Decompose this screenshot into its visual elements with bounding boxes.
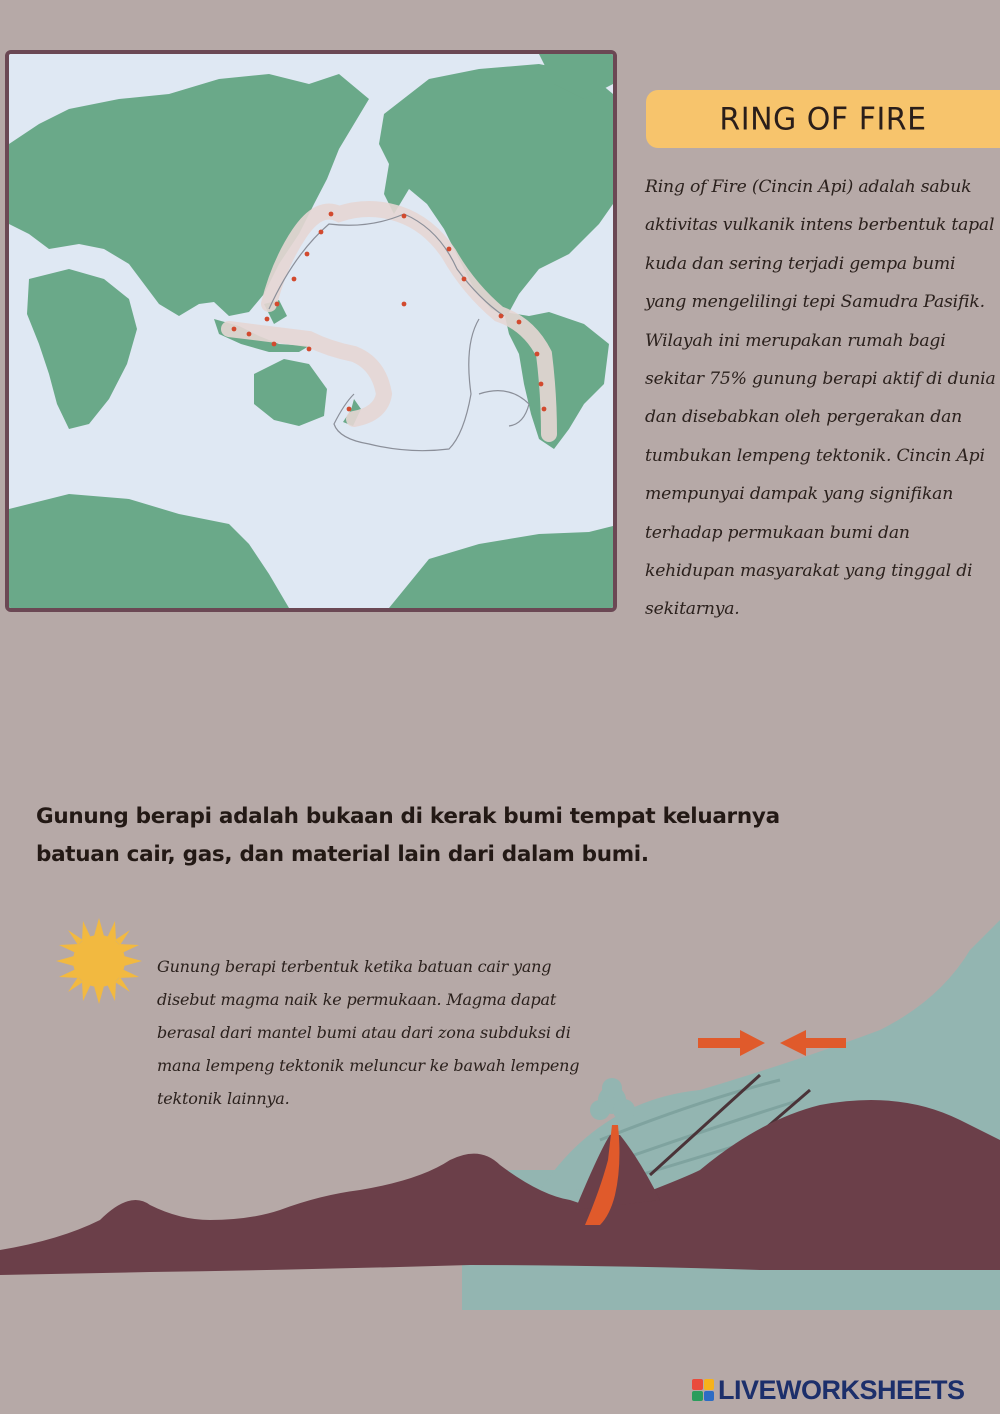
volcano-formation-text: Gunung berapi terbentuk ketika batuan cair yang disebut magma naik ke permukaan. Magma dapat berasal dari mantel bumi atau dari zona subduksi di mana lempeng tektonik meluncur ke bawah lempeng tektonik lainnya. xyxy=(157,957,580,1108)
page-title: RING OF FIRE xyxy=(719,100,927,138)
mountain-range xyxy=(0,1100,1000,1275)
ash-cloud xyxy=(590,1078,635,1121)
arrow-right-icon xyxy=(698,1030,765,1056)
ring-of-fire-description: Ring of Fire (Cincin Api) adalah sabuk aktivitas vulkanik intens berbentuk tapal kuda dan sering terjadi gempa bumi yang mengelilingi tepi Samudra Pasifik. Wilayah ini merupakan rumah bagi sekitar 75% gunung berapi aktif di dunia dan disebabkan oleh pergerakan dan tumbukan lempeng tektonik. Cincin Api mempunyai dampak yang signifikan terhadap permukaan bumi dan kehidupan masyarakat yang tinggal di sekitarnya. xyxy=(645,177,996,620)
volcano-definition-heading: Gunung berapi adalah bukaan di kerak bumi tempat keluarnya batuan cair, gas, dan material lain dari dalam bumi. xyxy=(36,804,780,867)
title-banner xyxy=(646,90,1000,148)
logo-text: LIVEWORKSHEETS xyxy=(718,1374,965,1405)
subduction-volcano-illustration xyxy=(0,920,1000,1320)
liveworksheets-logo[interactable] xyxy=(692,1374,965,1406)
ring-of-fire-map xyxy=(5,50,617,612)
world-map-illustration xyxy=(9,54,613,608)
liveworksheets-logo-icon xyxy=(692,1379,714,1401)
